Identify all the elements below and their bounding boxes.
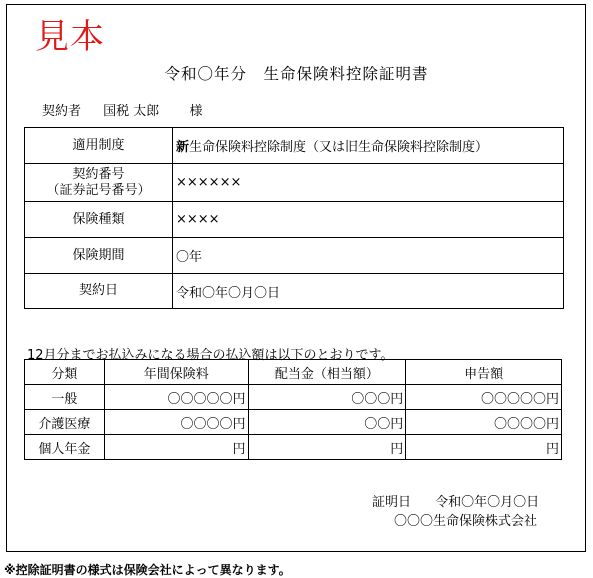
declared-amount-cell: 〇〇〇〇円 bbox=[406, 410, 562, 435]
table-header-row bbox=[25, 360, 562, 385]
column-header: 申告額 bbox=[406, 360, 562, 385]
info-value: ×××××× bbox=[173, 164, 564, 202]
certification-date bbox=[372, 491, 539, 510]
column-header: 分類 bbox=[25, 360, 105, 385]
table-row bbox=[25, 202, 564, 238]
info-label-line1: 契約番号 bbox=[72, 166, 125, 182]
sample-watermark: 見本 bbox=[35, 17, 105, 57]
certification-date-value: 令和〇年〇月〇日 bbox=[435, 495, 540, 510]
category-cell: 介護医療 bbox=[25, 410, 105, 435]
dividend-cell: 〇〇円 bbox=[248, 410, 406, 435]
info-value-text: 生命保険料控除制度（又は旧生命保険料控除制度） bbox=[189, 140, 489, 155]
category-cell: 一般 bbox=[25, 385, 105, 410]
info-label: 契約日 bbox=[25, 274, 173, 309]
table-row bbox=[25, 274, 564, 309]
info-label: 適用制度 bbox=[25, 128, 173, 164]
payment-caption: 12月分までお払込みになる場合の払込額は以下のとおりです。 bbox=[27, 348, 394, 363]
page-title: 令和〇年分 生命保険料控除証明書 bbox=[164, 65, 429, 83]
dividend-cell: 円 bbox=[248, 435, 406, 460]
table-row bbox=[25, 385, 562, 410]
info-label: 保険種類 bbox=[25, 202, 173, 238]
annual-premium-cell: 〇〇〇〇〇円 bbox=[104, 385, 248, 410]
info-value bbox=[173, 128, 564, 164]
column-header: 年間保険料 bbox=[104, 360, 248, 385]
annual-premium-cell: 円 bbox=[104, 435, 248, 460]
declared-amount-cell: 〇〇〇〇〇円 bbox=[406, 385, 562, 410]
info-value: 〇年 bbox=[173, 238, 564, 274]
contract-info-table bbox=[24, 127, 564, 309]
table-row bbox=[25, 410, 562, 435]
info-label: 保険期間 bbox=[25, 238, 173, 274]
info-value: ×××× bbox=[173, 202, 564, 238]
info-label-line2: （証券記号番号） bbox=[46, 182, 151, 198]
declared-amount-cell: 円 bbox=[406, 435, 562, 460]
table-row bbox=[25, 164, 564, 202]
contractor-name: 国税 太郎 bbox=[103, 104, 160, 119]
table-row bbox=[25, 128, 564, 164]
payment-table bbox=[24, 359, 562, 460]
certification-date-label: 証明日 bbox=[372, 495, 412, 510]
category-cell: 個人年金 bbox=[25, 435, 105, 460]
table-row bbox=[25, 238, 564, 274]
info-value: 令和〇年〇月〇日 bbox=[173, 274, 564, 309]
info-label bbox=[25, 164, 173, 202]
footnote: ※控除証明書の様式は保険会社によって異なります。 bbox=[4, 563, 291, 577]
annual-premium-cell: 〇〇〇〇円 bbox=[104, 410, 248, 435]
column-header: 配当金（相当額） bbox=[248, 360, 406, 385]
contractor-label: 契約者 bbox=[42, 104, 82, 119]
table-row bbox=[25, 435, 562, 460]
dividend-cell: 〇〇〇円 bbox=[248, 385, 406, 410]
info-value-bold: 新 bbox=[176, 140, 190, 155]
contractor-line bbox=[42, 100, 202, 119]
contractor-honorific: 様 bbox=[189, 104, 203, 119]
insurer-name: 〇〇〇生命保険株式会社 bbox=[394, 514, 538, 529]
